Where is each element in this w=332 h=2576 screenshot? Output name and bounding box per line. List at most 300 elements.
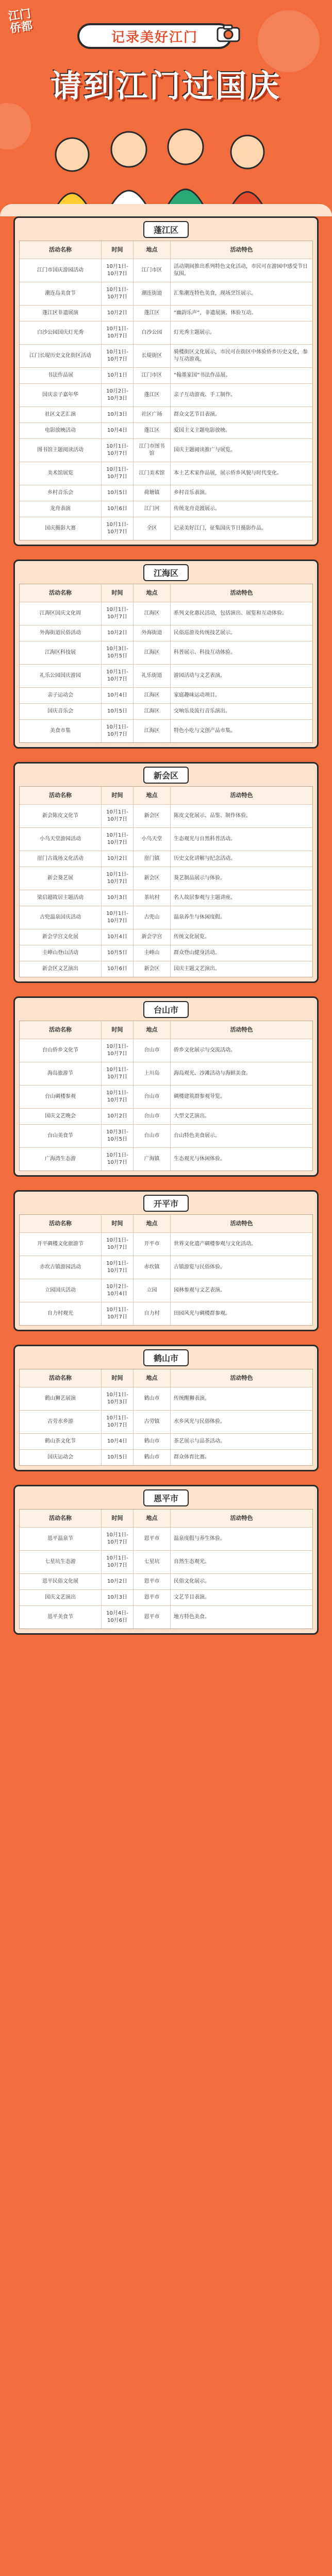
district-title: 鹤山市 (143, 1349, 189, 1366)
district-title: 江海区 (143, 564, 189, 581)
table-row (20, 719, 312, 742)
activity-place: 荷塘镇 (133, 485, 170, 501)
activity-place: 开平市 (133, 1233, 170, 1256)
activity-time: 10月1日-10月7日 (101, 805, 133, 827)
activity-desc: 本土艺术家作品展，展示侨乡风貌与时代变化。 (170, 462, 312, 485)
activity-name: 国庆摄影大赛 (45, 526, 76, 531)
activity-time: 10月1日-10月7日 (101, 1062, 133, 1085)
district-section (13, 996, 319, 1177)
activity-desc: 地方特色美食。 (170, 1606, 312, 1629)
header-name: 活动名称 (49, 1375, 72, 1381)
activity-place: 崖门镇 (133, 851, 170, 867)
section-head (15, 1346, 317, 1369)
table-row (20, 1147, 312, 1171)
activity-time: 10月1日-10月7日 (101, 1148, 133, 1171)
activity-table (19, 1021, 313, 1171)
activity-desc: 世界文化遗产碉楼参观与文化活动。 (170, 1233, 312, 1256)
activity-place: 长堤街区 (133, 345, 170, 367)
table-row (20, 851, 312, 867)
district-title: 新会区 (143, 767, 189, 784)
sub-banner-text: 记录美好江门 (111, 29, 198, 45)
table-row (20, 1410, 312, 1433)
table-row (20, 406, 312, 422)
header-name: 活动名称 (49, 792, 72, 799)
activity-time: 10月1日-10月7日 (101, 439, 133, 462)
activity-place: 蓬江区 (133, 384, 170, 406)
activity-name: 七星坑生态游 (45, 1559, 76, 1565)
activity-name: 崖门古战场文化活动 (37, 856, 84, 861)
activity-time: 10月2日-10月3日 (101, 384, 133, 406)
activity-desc: 碉楼建筑群参观导览。 (170, 1086, 312, 1108)
activity-name: 外海街道民俗活动 (40, 630, 81, 636)
activity-place: 江海区 (133, 704, 170, 719)
activity-time: 10月3日 (101, 1590, 133, 1605)
activity-place: 古兜山 (133, 906, 170, 929)
activity-time: 10月4日 (101, 1434, 133, 1449)
section-head (15, 218, 317, 241)
activity-time: 10月1日-10月7日 (101, 1233, 133, 1256)
activity-desc: 国庆主题阅读推广与展览。 (170, 439, 312, 462)
section-head (15, 1192, 317, 1214)
activity-time: 10月6日 (101, 501, 133, 517)
activity-desc: 侨乡文化展示与交流活动。 (170, 1039, 312, 1062)
activity-desc: 陈皮文化展示、品鉴、制作体验。 (170, 805, 312, 827)
activity-desc: 水乡风光与民俗体验。 (170, 1411, 312, 1433)
activity-place: 蓬江区 (133, 306, 170, 321)
hero-bottom-edge (0, 204, 332, 216)
activity-desc: 大型文艺演出。 (170, 1109, 312, 1124)
district-section (13, 762, 319, 983)
activity-time: 10月2日 (101, 851, 133, 867)
table-row (20, 517, 312, 540)
header-desc: 活动特色 (170, 584, 312, 602)
table-row (20, 383, 312, 406)
activity-place: 鹤山市 (133, 1450, 170, 1465)
activity-name: 礼乐公园国庆游园 (40, 673, 81, 679)
activity-name: 广海湾生态游 (45, 1156, 76, 1162)
activity-name: 国庆文艺晚会 (45, 1113, 76, 1119)
person-3 (162, 129, 209, 216)
activity-name: 国庆亲子嘉年华 (42, 392, 78, 398)
activity-place: 圭峰山 (133, 945, 170, 961)
activity-time: 10月1日-10月7日 (101, 1411, 133, 1433)
activity-place: 新会学宫 (133, 929, 170, 945)
activity-desc: 群众登山健身活动。 (170, 945, 312, 961)
hero-banner (0, 0, 332, 216)
activity-place: 江海区 (133, 641, 170, 664)
activity-desc: 特色小吃与文创产品市集。 (170, 720, 312, 742)
header-place: 地点 (133, 584, 170, 602)
activity-name: 书法作品展 (47, 372, 73, 378)
header-desc: 活动特色 (170, 1021, 312, 1039)
activity-desc: 温泉养生与休闲度假。 (170, 906, 312, 929)
header-name: 活动名称 (49, 246, 72, 253)
table-row (20, 282, 312, 305)
table-row (20, 1085, 312, 1108)
activity-place: 社区广场 (133, 407, 170, 422)
activity-name: 亲子运动会 (47, 692, 73, 698)
activity-desc: 交响乐及流行音乐演出。 (170, 704, 312, 719)
activity-desc: 生态观光与休闲体验。 (170, 1148, 312, 1171)
activity-desc: 骑楼街区文化展示，市民可在街区中体验侨乡历史文化，参与互动游戏。 (170, 345, 312, 367)
table-row (20, 641, 312, 664)
table-row (20, 485, 312, 501)
activity-desc: 茶艺展示与品茶活动。 (170, 1434, 312, 1449)
table-row (20, 703, 312, 719)
activity-time: 10月1日-10月7日 (101, 1528, 133, 1550)
activity-place: 台山市 (133, 1086, 170, 1108)
activity-table (19, 241, 313, 540)
header-time: 时间 (101, 787, 133, 804)
activity-name: 国庆文艺演出 (45, 1595, 76, 1600)
table-row (20, 1302, 312, 1325)
district-title: 蓬江区 (143, 221, 189, 238)
header-time: 时间 (101, 241, 133, 259)
section-head (15, 561, 317, 584)
header-name: 活动名称 (49, 1220, 72, 1227)
people-illustration (31, 103, 301, 216)
activity-name: 恩平美食节 (47, 1614, 73, 1620)
activity-place: 江海区 (133, 602, 170, 625)
activity-time: 10月1日-10月7日 (101, 345, 133, 367)
activity-time: 10月1日-10月7日 (101, 906, 133, 929)
activity-desc: 生态观光与自然科普活动。 (170, 828, 312, 851)
activity-desc: 自然生态观光。 (170, 1551, 312, 1573)
table-row (20, 827, 312, 851)
activity-place: 自力村 (133, 1302, 170, 1325)
activity-place: 台山市 (133, 1039, 170, 1062)
table-row (20, 929, 312, 945)
header-desc: 活动特色 (170, 241, 312, 259)
activity-name: 江海区国庆文化周 (40, 611, 81, 616)
table-row (20, 961, 312, 977)
activity-time: 10月1日-10月7日 (101, 282, 133, 305)
activity-name: 海岛旅游节 (47, 1071, 73, 1076)
activity-desc: 家庭趣味运动项目。 (170, 688, 312, 703)
activity-place: 台山市 (133, 1109, 170, 1124)
activity-name: 龙舟表演 (50, 506, 71, 512)
activity-time: 10月5日 (101, 485, 133, 501)
district-title: 恩平市 (143, 1489, 189, 1506)
activity-place: 白沙公园 (133, 321, 170, 344)
activity-desc: “幽韵乐声”，非遗展演、体验互动。 (170, 306, 312, 321)
table-row (20, 906, 312, 929)
activity-place: 七星坑 (133, 1551, 170, 1573)
activity-desc: 民俗巡游及传统技艺展示。 (170, 625, 312, 641)
activity-time: 10月3日-10月5日 (101, 1125, 133, 1147)
main-title: 请到江门过国庆 (51, 69, 281, 105)
activity-desc: 田园风光与碉楼群参观。 (170, 1302, 312, 1325)
activity-name: 新会学宫文化展 (42, 934, 78, 940)
district-title: 开平市 (143, 1195, 189, 1212)
activity-desc: 园林参观与文艺表演。 (170, 1279, 312, 1302)
activity-name: 美术馆展览 (47, 470, 73, 476)
activity-place: 江门市区 (133, 259, 170, 282)
activity-desc: 海岛观光、沙滩活动与海鲜美食。 (170, 1062, 312, 1085)
activity-time: 10月1日-10月7日 (101, 828, 133, 851)
table-row (20, 867, 312, 890)
activity-desc: 名人故居参观与主题讲座。 (170, 890, 312, 906)
activity-place: 上川岛 (133, 1062, 170, 1085)
header-time: 时间 (101, 1510, 133, 1527)
activity-place: 江门河 (133, 501, 170, 517)
header-name: 活动名称 (49, 589, 72, 596)
activity-time: 10月4日-10月6日 (101, 1606, 133, 1629)
header-name: 活动名称 (49, 1515, 72, 1521)
activity-place: 恩平市 (133, 1528, 170, 1550)
activity-name: 新会陈皮文化节 (42, 813, 78, 819)
activity-name: 台山侨乡文化节 (42, 1047, 78, 1053)
activity-name: 台山碉楼参观 (45, 1094, 76, 1099)
table-row (20, 259, 312, 282)
activity-time: 10月1日-10月7日 (101, 1551, 133, 1573)
activity-place: 小鸟天堂 (133, 828, 170, 851)
activity-desc: 汇集潮连特色美食，现场烹饪展示。 (170, 282, 312, 305)
activity-place: 外海街道 (133, 625, 170, 641)
activity-place: 台山市 (133, 1125, 170, 1147)
activity-time: 10月1日-10月3日 (101, 1387, 133, 1410)
activity-name: 江海区科技展 (45, 650, 76, 655)
activity-place: 鹤山市 (133, 1387, 170, 1410)
activity-name: 蓬江区非遗展演 (42, 310, 78, 316)
activity-time: 10月1日-10月7日 (101, 602, 133, 625)
activity-desc: 台山特色美食展示。 (170, 1125, 312, 1147)
activity-place: 礼乐街道 (133, 665, 170, 687)
activity-time: 10月1日-10月7日 (101, 321, 133, 344)
district-section (13, 1485, 319, 1635)
table-row (20, 664, 312, 687)
activity-table (19, 584, 313, 743)
table-row (20, 438, 312, 462)
camera-icon (217, 24, 240, 42)
header-time: 时间 (101, 1369, 133, 1387)
activity-name: 电影放映活动 (45, 428, 76, 433)
table-row (20, 1589, 312, 1605)
activity-place: 潮连街道 (133, 282, 170, 305)
activity-name: 白沙公园国庆灯光秀 (37, 330, 84, 335)
activity-sections (0, 216, 332, 1635)
activity-time: 10月2日 (101, 625, 133, 641)
activity-name: 美食市集 (50, 728, 71, 734)
table-header (20, 584, 312, 602)
activity-desc: 传统龙舟竞渡展示。 (170, 501, 312, 517)
activity-place: 恩平市 (133, 1574, 170, 1589)
activity-name: 小鸟天堂游园活动 (40, 836, 81, 842)
activity-time: 10月1日 (101, 368, 133, 383)
table-row (20, 1433, 312, 1449)
activity-desc: 活动期间推出系列特色文化活动，市民可在游园中感受节日氛围。 (170, 259, 312, 282)
district-section (13, 1345, 319, 1471)
activity-desc: 爱国主义主题电影放映。 (170, 423, 312, 438)
district-title: 台山市 (143, 1001, 189, 1018)
activity-place: 赤坎镇 (133, 1256, 170, 1279)
activity-place: 新会区 (133, 867, 170, 890)
district-section (13, 216, 319, 546)
activity-time: 10月3日 (101, 407, 133, 422)
activity-desc: 亲子互动游戏、手工制作。 (170, 384, 312, 406)
header-place: 地点 (133, 241, 170, 259)
activity-name: 台山美食节 (47, 1133, 73, 1139)
activity-table (19, 1509, 313, 1629)
activity-time: 10月1日-10月7日 (101, 1302, 133, 1325)
table-header (20, 1510, 312, 1527)
table-row (20, 804, 312, 827)
table-row (20, 1256, 312, 1279)
activity-name: 自力村观光 (47, 1311, 73, 1316)
activity-name: 古劳水乡游 (47, 1419, 73, 1425)
activity-desc: 乡村音乐表演。 (170, 485, 312, 501)
table-row (20, 367, 312, 383)
activity-place: 江海区 (133, 720, 170, 742)
header-place: 地点 (133, 1369, 170, 1387)
table-row (20, 1108, 312, 1124)
table-row (20, 1039, 312, 1062)
activity-place: 古劳镇 (133, 1411, 170, 1433)
activity-place: 江门美术馆 (133, 462, 170, 485)
activity-time: 10月6日 (101, 961, 133, 977)
header-place: 地点 (133, 1510, 170, 1527)
table-row (20, 1449, 312, 1465)
table-row (20, 1124, 312, 1147)
table-row (20, 1062, 312, 1085)
activity-place: 江门市图书馆 (133, 439, 170, 462)
activity-time: 10月1日-10月7日 (101, 720, 133, 742)
table-header (20, 1215, 312, 1232)
section-head (15, 998, 317, 1021)
activity-name: 国庆运动会 (47, 1454, 73, 1460)
table-row (20, 890, 312, 906)
activity-time: 10月2日-10月4日 (101, 1279, 133, 1302)
table-row (20, 1232, 312, 1256)
header-place: 地点 (133, 1021, 170, 1039)
table-header (20, 787, 312, 804)
activity-time: 10月1日-10月7日 (101, 1086, 133, 1108)
activity-time: 10月4日 (101, 423, 133, 438)
district-section (13, 560, 319, 749)
table-row (20, 462, 312, 485)
activity-desc: “翰墨家国”书法作品展。 (170, 368, 312, 383)
activity-desc: 传统醒狮表演。 (170, 1387, 312, 1410)
activity-place: 新会区 (133, 961, 170, 977)
activity-time: 10月5日 (101, 1450, 133, 1465)
table-row (20, 1573, 312, 1589)
section-head (15, 1486, 317, 1509)
table-row (20, 602, 312, 625)
header-time: 时间 (101, 1021, 133, 1039)
header-desc: 活动特色 (170, 1215, 312, 1232)
table-row (20, 501, 312, 517)
activity-table (19, 786, 313, 977)
table-row (20, 1387, 312, 1410)
activity-time: 10月1日-10月7日 (101, 867, 133, 890)
decor-bubble (0, 103, 31, 149)
activity-name: 鹤山茶文化节 (45, 1438, 76, 1444)
table-header (20, 1021, 312, 1039)
activity-time: 10月3日-10月5日 (101, 641, 133, 664)
activity-table (19, 1214, 313, 1326)
activity-time: 10月1日-10月7日 (101, 1256, 133, 1279)
activity-desc: 灯光秀主题展示。 (170, 321, 312, 344)
footer-space (0, 1648, 332, 1658)
activity-desc: 科普展示、科技互动体验。 (170, 641, 312, 664)
activity-name: 新会葵艺展 (47, 875, 73, 881)
activity-time: 10月4日 (101, 688, 133, 703)
activity-name: 潮连岛美食节 (45, 291, 76, 296)
activity-time: 10月1日-10月7日 (101, 462, 133, 485)
header-desc: 活动特色 (170, 787, 312, 804)
activity-name: 鹤山狮艺展演 (45, 1396, 76, 1401)
activity-desc: 民俗文化展示。 (170, 1574, 312, 1589)
table-row (20, 1605, 312, 1629)
header-desc: 活动特色 (170, 1510, 312, 1527)
table-row (20, 625, 312, 641)
activity-place: 广海镇 (133, 1148, 170, 1171)
activity-name: 图书馆主题阅读活动 (37, 447, 84, 453)
table-row (20, 422, 312, 438)
activity-time: 10月3日 (101, 890, 133, 906)
activity-time: 10月1日-10月7日 (101, 665, 133, 687)
activity-name: 梁启超故居主题活动 (37, 895, 84, 901)
activity-name: 恩平温泉节 (47, 1536, 73, 1541)
activity-desc: 国庆主题文艺演出。 (170, 961, 312, 977)
logo: 江门 侨都 (7, 7, 34, 36)
activity-place: 江门市区 (133, 368, 170, 383)
activity-time: 10月1日-10月7日 (101, 259, 133, 282)
activity-time: 10月4日 (101, 929, 133, 945)
header-name: 活动名称 (49, 1026, 72, 1033)
activity-place: 新会区 (133, 805, 170, 827)
activity-time: 10月5日 (101, 704, 133, 719)
activity-desc: 系列文化惠民活动，包括演出、展览和互动体验。 (170, 602, 312, 625)
activity-name: 开平碉楼文化旅游节 (37, 1241, 84, 1247)
header-place: 地点 (133, 1215, 170, 1232)
activity-desc: 葵艺制品展示与体验。 (170, 867, 312, 890)
activity-desc: 游园活动与文艺表演。 (170, 665, 312, 687)
header-time: 时间 (101, 584, 133, 602)
activity-name: 乡村音乐会 (47, 490, 73, 496)
table-header (20, 241, 312, 259)
activity-name: 古兜温泉国庆活动 (40, 914, 81, 920)
activity-table (19, 1369, 313, 1466)
header-place: 地点 (133, 787, 170, 804)
header-time: 时间 (101, 1215, 133, 1232)
table-row (20, 1550, 312, 1573)
table-row (20, 687, 312, 703)
activity-time: 10月1日-10月7日 (101, 1039, 133, 1062)
section-head (15, 764, 317, 786)
table-row (20, 1527, 312, 1550)
activity-name: 恩平民俗文化展 (42, 1579, 78, 1584)
activity-desc: 群众文艺节目表演。 (170, 407, 312, 422)
table-row (20, 305, 312, 321)
activity-name: 江门市国庆游园活动 (37, 267, 84, 273)
activity-name: 圭峰山登山活动 (42, 950, 78, 956)
activity-name: 立园国庆活动 (45, 1287, 76, 1293)
activity-desc: 古镇游览与民俗体验。 (170, 1256, 312, 1279)
activity-time: 10月2日 (101, 306, 133, 321)
activity-place: 鹤山市 (133, 1434, 170, 1449)
activity-place: 茶坑村 (133, 890, 170, 906)
activity-desc: 群众体育比赛。 (170, 1450, 312, 1465)
table-row (20, 945, 312, 961)
activity-desc: 传统文化展览。 (170, 929, 312, 945)
activity-name: 赤坎古镇游园活动 (40, 1264, 81, 1270)
activity-name: 社区文艺汇演 (45, 412, 76, 417)
activity-name: 新会区文艺演出 (42, 966, 78, 972)
activity-place: 恩平市 (133, 1590, 170, 1605)
table-header (20, 1369, 312, 1387)
activity-time: 10月1日-10月7日 (101, 517, 133, 540)
